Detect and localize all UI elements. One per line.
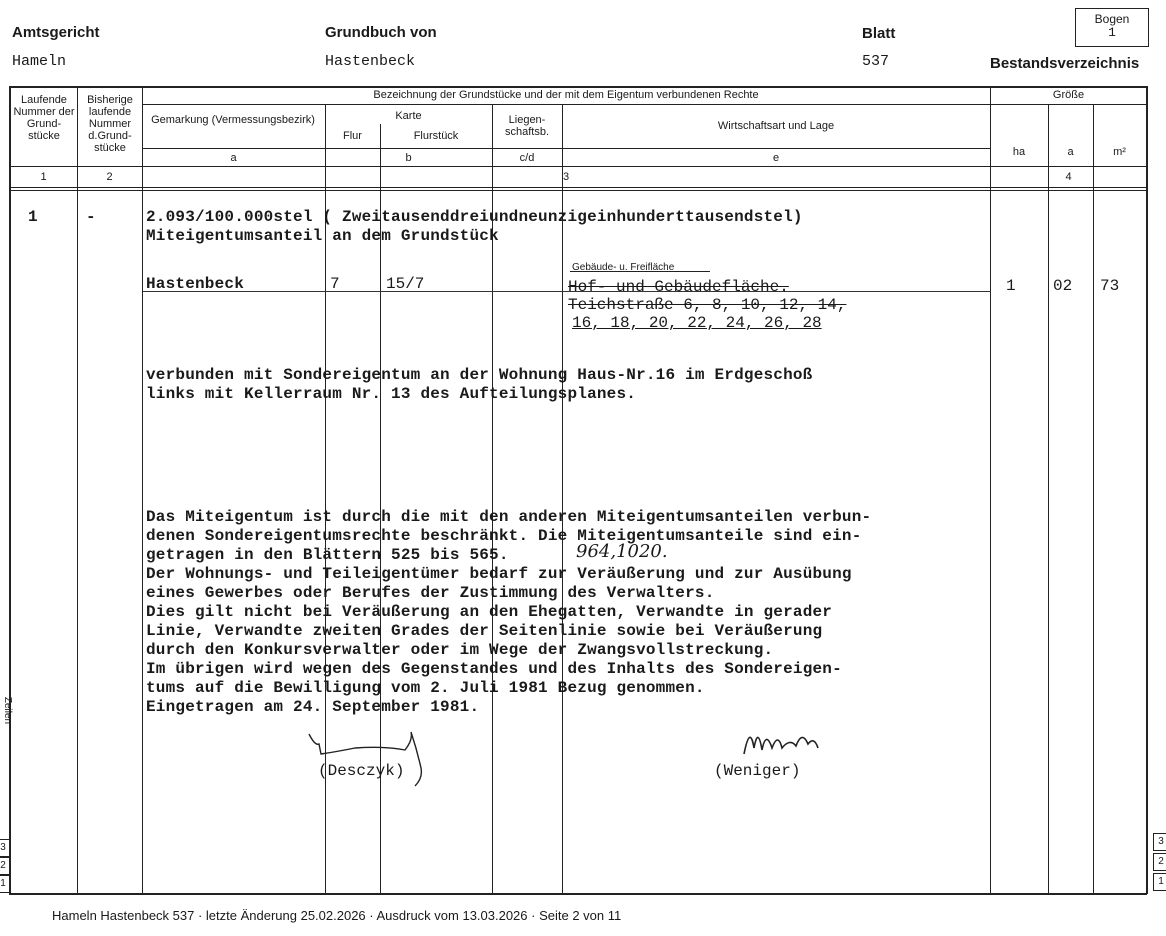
margin-right-2: 2: [1153, 853, 1166, 871]
groesse-a: 02: [1053, 277, 1073, 295]
amtsgericht-value: Hameln: [12, 53, 67, 70]
blatt-value: 537: [862, 53, 890, 70]
sondereigentum-line-1: verbunden mit Sondereigentum an der Wohnung Haus-Nr.16 im Erdgeschoß: [146, 366, 813, 384]
header-wirtschaftsart-letter: e: [772, 152, 780, 164]
colnum-4: 4: [1065, 171, 1072, 183]
header-col3-title: Bezeichnung der Grundstücke und der mit dem Eigentum verbundenen Rechte: [373, 89, 759, 101]
bogen-label: Bogen: [1094, 12, 1130, 26]
text-line-2: denen Sondereigentumsrechte beschränkt. Die Miteigentumsanteile sind ein-: [146, 527, 862, 545]
colnum-2: 2: [106, 171, 113, 183]
header-ha: ha: [1012, 146, 1026, 158]
header-gemarkung-letter: a: [230, 152, 237, 164]
groesse-ha: 1: [1006, 277, 1016, 295]
signature-right: (Weniger): [714, 762, 801, 780]
header-a: a: [1067, 146, 1074, 158]
text-line-10: tums auf die Bewilligung vom 2. Juli 1981 Bezug genommen.: [146, 679, 705, 697]
margin-left-3: 3: [0, 839, 11, 857]
text-line-4: Der Wohnungs- und Teileigentümer bedarf zur Veräußerung und zur Ausübung: [146, 565, 852, 583]
text-line-5: eines Gewerbes oder Berufes der Zustimmung des Verwalters.: [146, 584, 715, 602]
bisherige-nummer: -: [86, 208, 96, 226]
header-liegenschaftsb: Liegen- schaftsb.: [504, 114, 550, 138]
laufende-nummer: 1: [28, 208, 38, 226]
footer-text: Hameln Hastenbeck 537 · letzte Änderung 25.02.2026 · Ausdruck vom 13.03.2026 · Seite 2 von 11: [52, 908, 622, 923]
text-line-9: Im übrigen wird wegen des Gegenstandes und des Inhalts des Sondereigen-: [146, 660, 842, 678]
header-karte-letter: b: [405, 152, 412, 164]
grundbuch-label: Grundbuch von: [325, 24, 437, 41]
margin-left-2: 2: [0, 857, 11, 875]
section-title: Bestandsverzeichnis: [990, 55, 1140, 72]
signature-left: (Desczyk): [318, 762, 405, 780]
header-wirtschaftsart: Wirtschaftsart und Lage: [717, 120, 835, 132]
text-line-1: Das Miteigentum ist durch die mit den anderen Miteigentumsanteilen verbun-: [146, 508, 872, 526]
margin-right-1: 1: [1153, 873, 1166, 891]
flurstueck-value: 15/7: [386, 275, 425, 293]
header-gemarkung: Gemarkung (Vermessungsbezirk): [151, 114, 315, 126]
text-line-3: getragen in den Blättern 525 bis 565.: [146, 546, 509, 564]
flur-value: 7: [330, 275, 340, 293]
anteil-line-2: Miteigentumsanteil an dem Grundstück: [146, 227, 499, 245]
header-liegenschaftsb-letter: c/d: [519, 152, 535, 164]
header-flur: Flur: [343, 130, 362, 142]
handwritten-addition: 964,1020.: [576, 541, 668, 562]
wirtschaftsart-line-3: 16, 18, 20, 22, 24, 26, 28: [572, 314, 822, 332]
bogen-value: 1: [1108, 25, 1116, 40]
header-flurstueck: Flurstück: [413, 130, 459, 142]
signature-left-scribble: [305, 720, 435, 800]
header-m2: m²: [1113, 146, 1126, 158]
text-line-11: Eingetragen am 24. September 1981.: [146, 698, 480, 716]
signature-right-scribble: [738, 718, 828, 768]
header-col1: Laufende Nummer der Grund- stücke: [13, 94, 75, 142]
margin-right-3: 3: [1153, 833, 1166, 851]
header-karte: Karte: [395, 110, 422, 122]
header-col2: Bisherige laufende Nummer d.Grund- stücke: [87, 94, 133, 154]
colnum-3: 3: [562, 171, 570, 183]
groesse-m2: 73: [1100, 277, 1120, 295]
text-line-7: Linie, Verwandte zweiten Grades der Seitenlinie sowie bei Veräußerung: [146, 622, 823, 640]
annotation-freiflaeche: Gebäude- u. Freifläche: [572, 262, 675, 273]
gemarkung-value: Hastenbeck: [146, 275, 245, 293]
blatt-label: Blatt: [862, 25, 896, 42]
anteil-line-1: 2.093/100.000stel ( Zweitausenddreiundneunzigeinhunderttausendstel): [146, 208, 803, 226]
colnum-1: 1: [40, 171, 47, 183]
margin-left-1: 1: [0, 875, 11, 893]
text-line-8: durch den Konkursverwalter oder im Wege der Zwangsvollstreckung.: [146, 641, 774, 659]
margin-zeilen-label: Zeilen: [2, 696, 14, 725]
text-line-6: Dies gilt nicht bei Veräußerung an den Ehegatten, Verwandte in gerader: [146, 603, 833, 621]
wirtschaftsart-line-1: Hof- und Gebäudefläche.: [568, 278, 789, 296]
header-groesse: Größe: [1052, 89, 1085, 101]
wirtschaftsart-line-2: Teichstraße 6, 8, 10, 12, 14,: [568, 296, 847, 314]
bogen-box: [1075, 8, 1149, 47]
amtsgericht-label: Amtsgericht: [12, 24, 100, 41]
sondereigentum-line-2: links mit Kellerraum Nr. 13 des Aufteilungsplanes.: [146, 385, 637, 403]
grundbuch-value: Hastenbeck: [325, 53, 416, 70]
